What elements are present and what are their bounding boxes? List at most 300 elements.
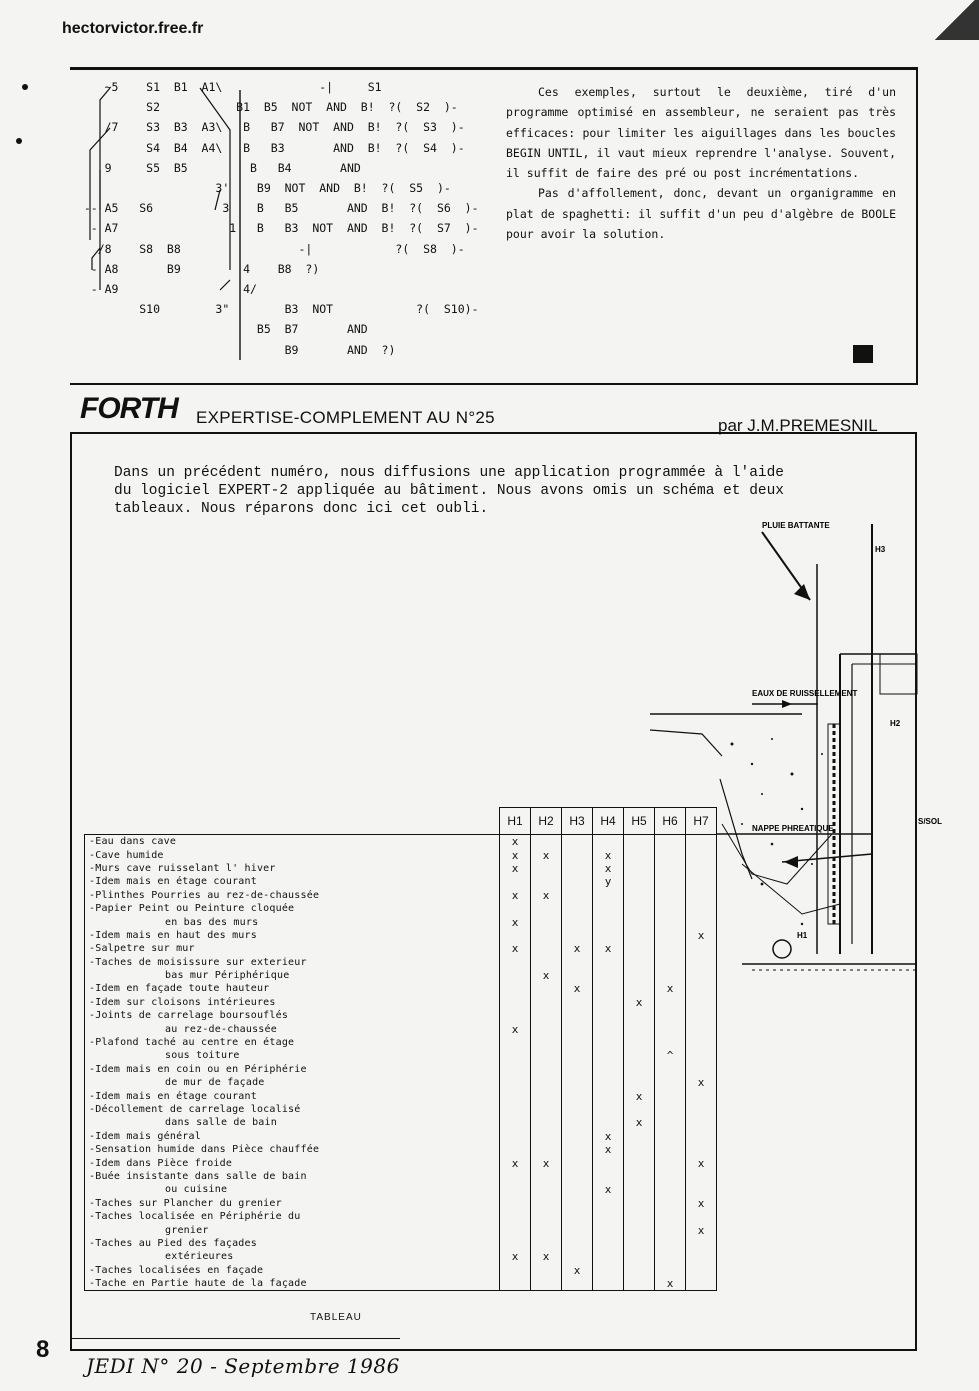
- hypothesis-mark: [655, 969, 686, 982]
- table-row: [85, 982, 717, 995]
- table-row: [85, 1156, 717, 1169]
- hypothesis-mark: [531, 1049, 562, 1062]
- hypothesis-mark: [655, 1170, 686, 1183]
- code-line: 3' B9 NOT AND B! ?( S5 )-: [70, 181, 451, 195]
- table-row: [85, 1170, 717, 1183]
- hypothesis-mark: [686, 996, 717, 1009]
- code-line: /8 S8 B8 -| ?( S8 )-: [70, 241, 465, 256]
- table-row: [85, 1076, 717, 1089]
- hypothesis-mark: [562, 902, 593, 915]
- symptom-label: -Buée insistante dans salle de bain: [85, 1170, 500, 1183]
- hypothesis-mark: x: [500, 889, 531, 902]
- hypothesis-mark: [655, 1130, 686, 1143]
- hypothesis-mark: [624, 1264, 655, 1277]
- symptom-label: -Idem sur cloisons intérieures: [85, 996, 500, 1009]
- hypothesis-mark: [593, 1210, 624, 1223]
- table-row: [85, 915, 717, 928]
- hypothesis-mark: [500, 1089, 531, 1102]
- table-row: [85, 1264, 717, 1277]
- hypothesis-mark: x: [686, 1076, 717, 1089]
- symptom-label: grenier: [85, 1223, 500, 1236]
- page-number: 8: [36, 1336, 50, 1363]
- hypothesis-mark: [562, 1237, 593, 1250]
- symptom-label: -Décollement de carrelage localisé: [85, 1103, 500, 1116]
- table-row: [85, 1237, 717, 1250]
- hypothesis-mark: x: [500, 1250, 531, 1263]
- hypothesis-mark: [655, 1197, 686, 1210]
- hypothesis-mark: [531, 835, 562, 849]
- hypothesis-mark: [562, 956, 593, 969]
- hypothesis-mark: [562, 848, 593, 861]
- article-subtitle: EXPERTISE-COMPLEMENT AU N°25: [196, 408, 495, 427]
- symptom-label: -Idem mais en étage courant: [85, 875, 500, 888]
- hypothesis-mark: [624, 969, 655, 982]
- hypothesis-mark: [593, 1116, 624, 1129]
- code-line: ~5 S1 B1 A1\ -| S1: [70, 80, 382, 94]
- symptom-label: -Papier Peint ou Peinture cloquée: [85, 902, 500, 915]
- symptom-label: au rez-de-chaussée: [85, 1022, 500, 1035]
- hypothesis-mark: [531, 1237, 562, 1250]
- intro-text: [114, 464, 884, 518]
- code-line: /7 S3 B3 A3\ B B7 NOT AND B! ?( S3 )-: [70, 120, 465, 135]
- hypothesis-mark: [624, 915, 655, 928]
- hypothesis-mark: [624, 1156, 655, 1169]
- hypothesis-mark: [593, 889, 624, 902]
- symptom-label: -Idem dans Pièce froide: [85, 1156, 500, 1169]
- hypothesis-mark: [593, 1237, 624, 1250]
- column-header: H2: [531, 808, 562, 835]
- hypothesis-mark: [531, 1170, 562, 1183]
- hypothesis-mark: x: [500, 942, 531, 955]
- column-header: H1: [500, 808, 531, 835]
- hypothesis-mark: [624, 1237, 655, 1250]
- hypothesis-mark: [500, 1277, 531, 1291]
- column-header: H3: [562, 808, 593, 835]
- hypothesis-mark: x: [531, 889, 562, 902]
- code-line: B9 AND ?): [70, 342, 396, 357]
- hypothesis-mark: [593, 1156, 624, 1169]
- rain-label: PLUIE BATTANTE: [762, 521, 830, 530]
- hypothesis-mark: [562, 1036, 593, 1049]
- hypothesis-mark: [562, 1170, 593, 1183]
- hypothesis-mark: [686, 1130, 717, 1143]
- table-row: [85, 956, 717, 969]
- hypothesis-mark: [562, 1223, 593, 1236]
- hypothesis-mark: [655, 1063, 686, 1076]
- hypothesis-mark: [500, 1063, 531, 1076]
- hypothesis-mark: [593, 1170, 624, 1183]
- hypothesis-mark: x: [500, 835, 531, 849]
- hypothesis-mark: [593, 996, 624, 1009]
- hypothesis-mark: x: [500, 862, 531, 875]
- hypothesis-mark: [562, 969, 593, 982]
- hypothesis-mark: [686, 942, 717, 955]
- hypothesis-mark: [624, 835, 655, 849]
- hypothesis-mark: [655, 1210, 686, 1223]
- hypothesis-mark: x: [500, 1156, 531, 1169]
- hypothesis-mark: [686, 1116, 717, 1129]
- symptom-label: en bas des murs: [85, 915, 500, 928]
- hypothesis-mark: x: [686, 1223, 717, 1236]
- hypothesis-mark: [593, 929, 624, 942]
- symptom-label: de mur de façade: [85, 1076, 500, 1089]
- table-row: [85, 969, 717, 982]
- hypothesis-mark: [593, 1063, 624, 1076]
- hypothesis-mark: [562, 1009, 593, 1022]
- symptom-label: -Eau dans cave: [85, 835, 500, 849]
- hypothesis-mark: [562, 889, 593, 902]
- hypothesis-mark: [562, 1022, 593, 1035]
- hypothesis-mark: [593, 1049, 624, 1062]
- hypothesis-mark: [531, 1197, 562, 1210]
- code-line: S2 B1 B5 NOT AND B! ?( S2 )-: [70, 100, 458, 115]
- hypothesis-mark: [624, 1250, 655, 1263]
- hypothesis-mark: [593, 1250, 624, 1263]
- hypothesis-mark: [655, 1022, 686, 1035]
- header-spacer: [85, 808, 500, 835]
- hypothesis-mark: [655, 1223, 686, 1236]
- symptom-label: -Joints de carrelage boursouflés: [85, 1009, 500, 1022]
- runoff-label: EAUX DE RUISSELLEMENT: [752, 689, 858, 698]
- symptom-label: -Idem mais général: [85, 1130, 500, 1143]
- hypothesis-mark: [686, 1036, 717, 1049]
- hypothesis-mark: [593, 902, 624, 915]
- hypothesis-mark: [593, 1009, 624, 1022]
- hypothesis-mark: [562, 1183, 593, 1196]
- hypothesis-mark: [562, 1210, 593, 1223]
- hypothesis-mark: [686, 1143, 717, 1156]
- table-row: [85, 1277, 717, 1291]
- table-row: [85, 889, 717, 902]
- hypothesis-mark: x: [562, 942, 593, 955]
- hypothesis-mark: [531, 915, 562, 928]
- hypothesis-mark: x: [686, 1197, 717, 1210]
- hypothesis-mark: [624, 1103, 655, 1116]
- column-header: H4: [593, 808, 624, 835]
- table-row: [85, 902, 717, 915]
- hypothesis-mark: [624, 982, 655, 995]
- hypothesis-mark: [624, 1009, 655, 1022]
- hypothesis-mark: [624, 1277, 655, 1291]
- article-author: par J.M.PREMESNIL: [718, 416, 878, 435]
- hypothesis-mark: [624, 942, 655, 955]
- site-url: hectorvictor.free.fr: [62, 20, 204, 37]
- table-row: [85, 996, 717, 1009]
- hypothesis-mark: [593, 969, 624, 982]
- diagnosis-table: [84, 807, 717, 1291]
- hypothesis-mark: x: [531, 969, 562, 982]
- hypothesis-mark: [624, 1076, 655, 1089]
- symptom-label: -Plinthes Pourries au rez-de-chaussée: [85, 889, 500, 902]
- hypothesis-mark: [531, 1009, 562, 1022]
- hypothesis-mark: [593, 1089, 624, 1102]
- hypothesis-mark: x: [531, 1156, 562, 1169]
- hypothesis-mark: [531, 1063, 562, 1076]
- code-line: S4 B4 A4\ B B3 AND B! ?( S4 )-: [70, 140, 465, 155]
- hypothesis-mark: [531, 956, 562, 969]
- hypothesis-mark: [686, 1089, 717, 1102]
- hypothesis-mark: [593, 1022, 624, 1035]
- hypothesis-mark: x: [500, 1022, 531, 1035]
- hypothesis-mark: [593, 1076, 624, 1089]
- hypothesis-mark: [531, 1277, 562, 1291]
- hypothesis-mark: [624, 1036, 655, 1049]
- hypothesis-mark: [500, 1197, 531, 1210]
- hypothesis-mark: [655, 1089, 686, 1102]
- hypothesis-mark: [531, 1116, 562, 1129]
- hypothesis-mark: [500, 1170, 531, 1183]
- hypothesis-mark: [562, 1197, 593, 1210]
- hypothesis-mark: [686, 1063, 717, 1076]
- hypothesis-mark: x: [562, 1264, 593, 1277]
- code-line: -- A5 S6 3 B B5 AND B! ?( S6 )-: [70, 201, 479, 216]
- hypothesis-mark: [655, 1250, 686, 1263]
- table-row: [85, 1197, 717, 1210]
- hypothesis-mark: [562, 1156, 593, 1169]
- table-row: [85, 1250, 717, 1263]
- hypothesis-mark: [686, 1103, 717, 1116]
- table-row: [85, 835, 717, 849]
- hypothesis-mark: [655, 929, 686, 942]
- article-title: FORTH: [80, 392, 178, 425]
- hypothesis-mark: [531, 1036, 562, 1049]
- table-row: [85, 1049, 717, 1062]
- hypothesis-mark: x: [500, 848, 531, 861]
- hypothesis-mark: [500, 1076, 531, 1089]
- water-table-label: NAPPE PHREATIQUE: [752, 824, 834, 833]
- explanation-text: [506, 82, 896, 244]
- hypothesis-mark: [593, 1223, 624, 1236]
- hypothesis-mark: [686, 889, 717, 902]
- symptom-label: -Taches de moisissure sur exterieur: [85, 956, 500, 969]
- table-row: [85, 1116, 717, 1129]
- hypothesis-mark: [531, 1022, 562, 1035]
- hypothesis-mark: [500, 875, 531, 888]
- hypothesis-mark: [624, 862, 655, 875]
- table-row: [85, 1089, 717, 1102]
- hypothesis-mark: x: [593, 942, 624, 955]
- symptom-label: -Taches localisée en Périphérie du: [85, 1210, 500, 1223]
- hypothesis-mark: [562, 1063, 593, 1076]
- code-line: S10 3" B3 NOT ?( S10)-: [70, 302, 479, 317]
- hypothesis-mark: x: [624, 1116, 655, 1129]
- hypothesis-mark: [686, 1183, 717, 1196]
- hypothesis-mark: [500, 1223, 531, 1236]
- hypothesis-mark: x: [500, 915, 531, 928]
- hypothesis-mark: [624, 1022, 655, 1035]
- hypothesis-mark: [686, 875, 717, 888]
- hypothesis-mark: x: [624, 1089, 655, 1102]
- symptom-label: -Cave humide: [85, 848, 500, 861]
- hypothesis-mark: [655, 875, 686, 888]
- hypothesis-mark: [686, 1022, 717, 1035]
- hypothesis-mark: [655, 996, 686, 1009]
- hypothesis-mark: [624, 1210, 655, 1223]
- hypothesis-mark: [593, 956, 624, 969]
- table-row: [85, 1022, 717, 1035]
- basement-label: S/SOL: [918, 817, 943, 826]
- hypothesis-mark: x: [593, 1183, 624, 1196]
- column-header: H6: [655, 808, 686, 835]
- punch-hole-mark: [22, 84, 28, 90]
- hypothesis-mark: [531, 982, 562, 995]
- table-row: [85, 1210, 717, 1223]
- hypothesis-mark: [655, 915, 686, 928]
- table-row: [85, 942, 717, 955]
- column-header: H7: [686, 808, 717, 835]
- hypothesis-mark: ^: [655, 1049, 686, 1062]
- punch-hole-mark: [16, 138, 22, 144]
- hypothesis-mark: [531, 1183, 562, 1196]
- symptom-label: -Salpetre sur mur: [85, 942, 500, 955]
- hypothesis-mark: [562, 875, 593, 888]
- hypothesis-mark: [624, 875, 655, 888]
- symptom-label: extérieures: [85, 1250, 500, 1263]
- hypothesis-mark: [686, 1049, 717, 1062]
- hypothesis-mark: [593, 1277, 624, 1291]
- symptom-label: -Taches sur Plancher du grenier: [85, 1197, 500, 1210]
- hypothesis-mark: [531, 1130, 562, 1143]
- intro-line: Dans un précédent numéro, nous diffusions une application programmée à l'aide: [114, 465, 785, 481]
- hypothesis-mark: x: [593, 848, 624, 861]
- table-row: [85, 1103, 717, 1116]
- hypothesis-mark: [686, 1264, 717, 1277]
- hypothesis-mark: [624, 1143, 655, 1156]
- hypothesis-mark: [624, 929, 655, 942]
- hypothesis-mark: x: [624, 996, 655, 1009]
- hypothesis-mark: [624, 1170, 655, 1183]
- hypothesis-mark: [500, 1116, 531, 1129]
- hypothesis-mark: [562, 996, 593, 1009]
- h2-label: H2: [890, 719, 901, 728]
- column-header: H5: [624, 808, 655, 835]
- hypothesis-mark: [624, 848, 655, 861]
- h1-label: H1: [797, 931, 808, 940]
- hypothesis-mark: [624, 1223, 655, 1236]
- symptom-label: -Sensation humide dans Pièce chauffée: [85, 1143, 500, 1156]
- hypothesis-mark: [562, 1089, 593, 1102]
- hypothesis-mark: [624, 1049, 655, 1062]
- code-line: - A7 1 B B3 NOT AND B! ?( S7 )-: [70, 221, 479, 236]
- hypothesis-mark: [562, 1049, 593, 1062]
- table-row: [85, 1063, 717, 1076]
- table-caption: TABLEAU: [310, 1312, 362, 1323]
- hypothesis-mark: [686, 956, 717, 969]
- hypothesis-mark: [531, 1210, 562, 1223]
- hypothesis-mark: [655, 1143, 686, 1156]
- hypothesis-mark: [655, 889, 686, 902]
- hypothesis-mark: [500, 969, 531, 982]
- hypothesis-mark: x: [655, 982, 686, 995]
- hypothesis-mark: [655, 1156, 686, 1169]
- hypothesis-mark: [562, 1103, 593, 1116]
- symptom-label: dans salle de bain: [85, 1116, 500, 1129]
- hypothesis-mark: x: [686, 929, 717, 942]
- symptom-label: -Plafond taché au centre en étage: [85, 1036, 500, 1049]
- hypothesis-mark: [624, 1130, 655, 1143]
- table-row: [85, 1143, 717, 1156]
- hypothesis-mark: [624, 1197, 655, 1210]
- hypothesis-mark: [562, 1277, 593, 1291]
- hypothesis-mark: [655, 848, 686, 861]
- hypothesis-mark: [655, 1183, 686, 1196]
- hypothesis-mark: [686, 862, 717, 875]
- paragraph: Ces exemples, surtout le deuxième, tiré d'un programme optimisé en assembleur, ne seraient pas très efficaces: pour limiter les aiguillages dans les boucles BEGIN UNTIL, il vaut mieux reprendre l'analyse. Souvent, il suffit de faire des pré ou post incrémentations.: [506, 85, 896, 181]
- hypothesis-mark: [531, 902, 562, 915]
- hypothesis-mark: [593, 1264, 624, 1277]
- hypothesis-mark: [624, 889, 655, 902]
- hypothesis-mark: [500, 956, 531, 969]
- hypothesis-mark: [562, 862, 593, 875]
- hypothesis-mark: [655, 835, 686, 849]
- hypothesis-mark: [655, 1036, 686, 1049]
- hypothesis-mark: [655, 956, 686, 969]
- hypothesis-mark: [624, 902, 655, 915]
- hypothesis-mark: [500, 1130, 531, 1143]
- hypothesis-mark: [500, 1183, 531, 1196]
- table-row: [85, 1036, 717, 1049]
- hypothesis-mark: [531, 1264, 562, 1277]
- hypothesis-mark: [531, 1089, 562, 1102]
- hypothesis-mark: [624, 956, 655, 969]
- hypothesis-mark: [531, 875, 562, 888]
- hypothesis-mark: [562, 1143, 593, 1156]
- hypothesis-mark: x: [593, 1143, 624, 1156]
- code-line: B5 B7 AND: [70, 322, 368, 337]
- hypothesis-mark: [593, 835, 624, 849]
- hypothesis-mark: [686, 1170, 717, 1183]
- article-box: [70, 432, 943, 1351]
- symptom-label: -Taches au Pied des façades: [85, 1237, 500, 1250]
- paragraph: Pas d'affollement, donc, devant un organigramme en plat de spaghetti: il suffit d'un peu d'algèbre de BOOLE pour avoir la solution.: [506, 186, 896, 242]
- hypothesis-mark: [500, 929, 531, 942]
- hypothesis-mark: [531, 929, 562, 942]
- hypothesis-mark: [500, 1103, 531, 1116]
- hypothesis-mark: [686, 1210, 717, 1223]
- hypothesis-mark: [500, 1143, 531, 1156]
- hypothesis-mark: [655, 1237, 686, 1250]
- code-line: - A9 4/: [70, 282, 257, 296]
- hypothesis-mark: [593, 982, 624, 995]
- table-row: [85, 1130, 717, 1143]
- hypothesis-mark: [686, 1277, 717, 1291]
- hypothesis-mark: [500, 1049, 531, 1062]
- code-example-box: [70, 67, 918, 385]
- table-body: [85, 835, 717, 1291]
- hypothesis-mark: [686, 1009, 717, 1022]
- hypothesis-mark: [500, 1264, 531, 1277]
- hypothesis-mark: [500, 1210, 531, 1223]
- hypothesis-mark: [562, 915, 593, 928]
- symptom-label: bas mur Périphérique: [85, 969, 500, 982]
- hypothesis-mark: [686, 835, 717, 849]
- hypothesis-mark: [531, 942, 562, 955]
- hypothesis-mark: [686, 848, 717, 861]
- hypothesis-mark: [531, 996, 562, 1009]
- hypothesis-mark: [531, 1223, 562, 1236]
- hypothesis-mark: [655, 902, 686, 915]
- hypothesis-mark: [624, 1063, 655, 1076]
- hypothesis-mark: [562, 1250, 593, 1263]
- symptom-label: -Idem mais en étage courant: [85, 1089, 500, 1102]
- hypothesis-mark: [686, 1237, 717, 1250]
- hypothesis-mark: x: [531, 1250, 562, 1263]
- hypothesis-mark: [655, 1264, 686, 1277]
- hypothesis-mark: x: [562, 982, 593, 995]
- hypothesis-mark: [500, 1009, 531, 1022]
- hypothesis-mark: [593, 1103, 624, 1116]
- hypothesis-mark: [686, 902, 717, 915]
